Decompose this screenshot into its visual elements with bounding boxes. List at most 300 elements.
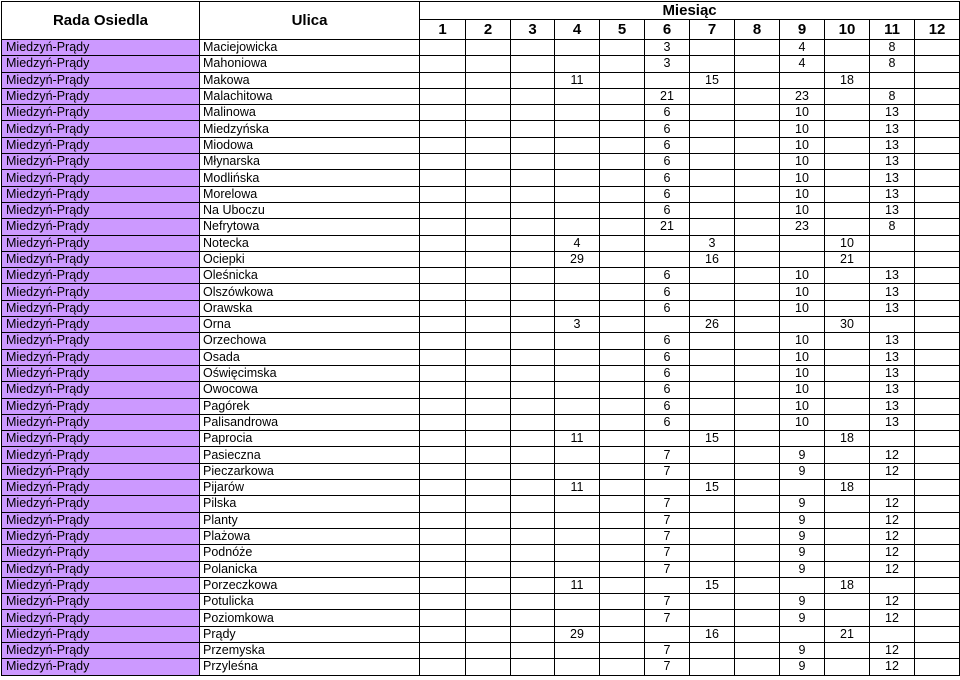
month-cell-5 (600, 349, 645, 365)
month-cell-3 (511, 431, 555, 447)
month-cell-1 (420, 414, 466, 430)
month-cell-3 (511, 88, 555, 104)
rada-osiedla-cell: Miedzyń-Prądy (2, 577, 200, 593)
month-cell-9: 10 (780, 284, 825, 300)
month-cell-3 (511, 202, 555, 218)
header-month-8: 8 (735, 20, 780, 40)
month-cell-10 (825, 512, 870, 528)
rada-osiedla-cell: Miedzyń-Prądy (2, 642, 200, 658)
month-cell-7 (690, 268, 735, 284)
month-cell-3 (511, 577, 555, 593)
month-cell-6: 7 (645, 463, 690, 479)
month-cell-4 (555, 659, 600, 675)
month-cell-7 (690, 382, 735, 398)
month-cell-5 (600, 121, 645, 137)
table-row (2, 170, 960, 186)
month-cell-8 (735, 626, 780, 642)
ulica-cell: Malinowa (200, 105, 420, 121)
month-cell-8 (735, 284, 780, 300)
month-cell-8 (735, 528, 780, 544)
table-row (2, 72, 960, 88)
month-cell-9: 9 (780, 496, 825, 512)
table-row (2, 577, 960, 593)
month-cell-1 (420, 268, 466, 284)
header-miesiac: Miesiąc (420, 2, 960, 20)
month-cell-10 (825, 40, 870, 56)
month-cell-6: 6 (645, 333, 690, 349)
month-cell-7 (690, 528, 735, 544)
ulica-cell: Porzeczkowa (200, 577, 420, 593)
header-month-5: 5 (600, 20, 645, 40)
month-cell-2 (466, 154, 511, 170)
month-cell-7 (690, 300, 735, 316)
month-cell-2 (466, 528, 511, 544)
month-cell-11: 13 (870, 137, 915, 153)
month-cell-1 (420, 235, 466, 251)
month-cell-2 (466, 284, 511, 300)
ulica-cell: Malachitowa (200, 88, 420, 104)
month-cell-4 (555, 219, 600, 235)
rada-osiedla-cell: Miedzyń-Prądy (2, 317, 200, 333)
month-cell-7 (690, 463, 735, 479)
table-row (2, 268, 960, 284)
month-cell-1 (420, 659, 466, 675)
month-cell-10: 18 (825, 431, 870, 447)
table-row (2, 219, 960, 235)
month-cell-5 (600, 300, 645, 316)
table-row (2, 528, 960, 544)
table-row (2, 186, 960, 202)
month-cell-7 (690, 186, 735, 202)
month-cell-11: 13 (870, 300, 915, 316)
month-cell-6 (645, 317, 690, 333)
month-cell-8 (735, 414, 780, 430)
header-month-12: 12 (915, 20, 960, 40)
month-cell-5 (600, 88, 645, 104)
month-cell-2 (466, 463, 511, 479)
month-cell-7 (690, 137, 735, 153)
month-cell-10 (825, 56, 870, 72)
table-row (2, 512, 960, 528)
month-cell-6: 6 (645, 121, 690, 137)
month-cell-12 (915, 333, 960, 349)
month-cell-2 (466, 365, 511, 381)
month-cell-8 (735, 610, 780, 626)
month-cell-2 (466, 170, 511, 186)
rada-osiedla-cell: Miedzyń-Prądy (2, 219, 200, 235)
table-row (2, 642, 960, 658)
month-cell-9: 10 (780, 349, 825, 365)
month-cell-12 (915, 317, 960, 333)
month-cell-6: 6 (645, 284, 690, 300)
month-cell-1 (420, 512, 466, 528)
month-cell-1 (420, 186, 466, 202)
ulica-cell: Olszówkowa (200, 284, 420, 300)
month-cell-3 (511, 528, 555, 544)
month-cell-11: 8 (870, 40, 915, 56)
month-cell-1 (420, 642, 466, 658)
month-cell-7: 15 (690, 431, 735, 447)
month-cell-6 (645, 626, 690, 642)
month-cell-2 (466, 512, 511, 528)
month-cell-2 (466, 480, 511, 496)
ulica-cell: Na Uboczu (200, 202, 420, 218)
month-cell-12 (915, 137, 960, 153)
month-cell-11: 13 (870, 365, 915, 381)
month-cell-1 (420, 121, 466, 137)
month-cell-4 (555, 594, 600, 610)
header-ulica: Ulica (200, 2, 420, 40)
month-cell-1 (420, 626, 466, 642)
month-cell-7: 16 (690, 626, 735, 642)
month-cell-11: 12 (870, 561, 915, 577)
month-cell-10 (825, 105, 870, 121)
month-cell-2 (466, 56, 511, 72)
month-cell-1 (420, 284, 466, 300)
rada-osiedla-cell: Miedzyń-Prądy (2, 121, 200, 137)
ulica-cell: Paprocia (200, 431, 420, 447)
month-cell-8 (735, 219, 780, 235)
month-cell-9: 10 (780, 268, 825, 284)
month-cell-9 (780, 317, 825, 333)
month-cell-12 (915, 431, 960, 447)
rada-osiedla-cell: Miedzyń-Prądy (2, 56, 200, 72)
month-cell-10: 30 (825, 317, 870, 333)
month-cell-9: 10 (780, 186, 825, 202)
month-cell-12 (915, 528, 960, 544)
month-cell-2 (466, 72, 511, 88)
header-row-1 (2, 2, 960, 20)
month-cell-10 (825, 154, 870, 170)
month-cell-1 (420, 398, 466, 414)
month-cell-9 (780, 626, 825, 642)
month-cell-2 (466, 659, 511, 675)
month-cell-2 (466, 626, 511, 642)
month-cell-12 (915, 398, 960, 414)
ulica-cell: Orzechowa (200, 333, 420, 349)
month-cell-9: 23 (780, 219, 825, 235)
month-cell-12 (915, 56, 960, 72)
month-cell-6: 7 (645, 561, 690, 577)
month-cell-3 (511, 447, 555, 463)
month-cell-12 (915, 284, 960, 300)
month-cell-1 (420, 349, 466, 365)
month-cell-5 (600, 137, 645, 153)
month-cell-10 (825, 414, 870, 430)
month-cell-4 (555, 105, 600, 121)
month-cell-12 (915, 186, 960, 202)
month-cell-11: 13 (870, 121, 915, 137)
month-cell-2 (466, 137, 511, 153)
month-cell-9 (780, 72, 825, 88)
month-cell-3 (511, 186, 555, 202)
month-cell-12 (915, 626, 960, 642)
month-cell-7 (690, 398, 735, 414)
month-cell-6: 7 (645, 512, 690, 528)
month-cell-6: 6 (645, 398, 690, 414)
rada-osiedla-cell: Miedzyń-Prądy (2, 333, 200, 349)
ulica-cell: Ociepki (200, 251, 420, 267)
month-cell-5 (600, 431, 645, 447)
month-cell-4 (555, 284, 600, 300)
month-cell-1 (420, 317, 466, 333)
header-month-7: 7 (690, 20, 735, 40)
month-cell-6: 7 (645, 528, 690, 544)
header-month-1: 1 (420, 20, 466, 40)
month-cell-12 (915, 105, 960, 121)
table-row (2, 659, 960, 675)
month-cell-7: 26 (690, 317, 735, 333)
month-cell-6: 6 (645, 382, 690, 398)
month-cell-1 (420, 72, 466, 88)
month-cell-1 (420, 40, 466, 56)
month-cell-8 (735, 72, 780, 88)
month-cell-6: 6 (645, 349, 690, 365)
month-cell-9: 9 (780, 512, 825, 528)
month-cell-8 (735, 447, 780, 463)
month-cell-9: 10 (780, 414, 825, 430)
month-cell-2 (466, 268, 511, 284)
month-cell-9: 10 (780, 333, 825, 349)
rada-osiedla-cell: Miedzyń-Prądy (2, 480, 200, 496)
table-row (2, 235, 960, 251)
month-cell-4 (555, 463, 600, 479)
month-cell-12 (915, 447, 960, 463)
month-cell-10 (825, 561, 870, 577)
month-cell-7 (690, 88, 735, 104)
month-cell-9 (780, 480, 825, 496)
month-cell-6: 6 (645, 105, 690, 121)
month-cell-12 (915, 251, 960, 267)
month-cell-8 (735, 480, 780, 496)
month-cell-10 (825, 545, 870, 561)
month-cell-7 (690, 545, 735, 561)
ulica-cell: Prądy (200, 626, 420, 642)
month-cell-2 (466, 235, 511, 251)
month-cell-6: 6 (645, 154, 690, 170)
month-cell-5 (600, 251, 645, 267)
month-cell-8 (735, 202, 780, 218)
month-cell-7 (690, 105, 735, 121)
month-cell-8 (735, 398, 780, 414)
ulica-cell: Pasieczna (200, 447, 420, 463)
month-cell-6: 21 (645, 219, 690, 235)
month-cell-8 (735, 642, 780, 658)
table-row (2, 202, 960, 218)
table-row (2, 561, 960, 577)
month-cell-7 (690, 365, 735, 381)
month-cell-7 (690, 56, 735, 72)
table-row (2, 284, 960, 300)
month-cell-9: 4 (780, 56, 825, 72)
month-cell-6: 6 (645, 414, 690, 430)
table-row (2, 333, 960, 349)
month-cell-5 (600, 186, 645, 202)
header-month-10: 10 (825, 20, 870, 40)
month-cell-6: 7 (645, 496, 690, 512)
month-cell-12 (915, 642, 960, 658)
table-row (2, 40, 960, 56)
ulica-cell: Pilska (200, 496, 420, 512)
month-cell-8 (735, 186, 780, 202)
month-cell-8 (735, 56, 780, 72)
ulica-cell: Mahoniowa (200, 56, 420, 72)
month-cell-8 (735, 349, 780, 365)
month-cell-3 (511, 121, 555, 137)
month-cell-6 (645, 72, 690, 88)
month-cell-10 (825, 202, 870, 218)
month-cell-11: 13 (870, 170, 915, 186)
ulica-cell: Osada (200, 349, 420, 365)
month-cell-1 (420, 447, 466, 463)
month-cell-12 (915, 577, 960, 593)
month-cell-11: 12 (870, 496, 915, 512)
table-row (2, 300, 960, 316)
month-cell-9: 9 (780, 642, 825, 658)
month-cell-8 (735, 431, 780, 447)
ulica-cell: Młynarska (200, 154, 420, 170)
ulica-cell: Potulicka (200, 594, 420, 610)
month-cell-2 (466, 88, 511, 104)
month-cell-12 (915, 594, 960, 610)
month-cell-8 (735, 40, 780, 56)
month-cell-3 (511, 251, 555, 267)
month-cell-7: 15 (690, 480, 735, 496)
month-cell-6: 7 (645, 659, 690, 675)
month-cell-1 (420, 480, 466, 496)
month-cell-10: 18 (825, 577, 870, 593)
table-row (2, 382, 960, 398)
month-cell-4 (555, 40, 600, 56)
month-cell-5 (600, 577, 645, 593)
month-cell-5 (600, 72, 645, 88)
month-cell-4 (555, 88, 600, 104)
rada-osiedla-cell: Miedzyń-Prądy (2, 398, 200, 414)
rada-osiedla-cell: Miedzyń-Prądy (2, 154, 200, 170)
month-cell-5 (600, 365, 645, 381)
rada-osiedla-cell: Miedzyń-Prądy (2, 512, 200, 528)
month-cell-2 (466, 496, 511, 512)
month-cell-9: 10 (780, 105, 825, 121)
month-cell-12 (915, 202, 960, 218)
month-cell-9 (780, 431, 825, 447)
month-cell-7 (690, 447, 735, 463)
month-cell-7 (690, 170, 735, 186)
month-cell-8 (735, 268, 780, 284)
rada-osiedla-cell: Miedzyń-Prądy (2, 626, 200, 642)
month-cell-3 (511, 284, 555, 300)
month-cell-3 (511, 105, 555, 121)
table-row (2, 594, 960, 610)
month-cell-5 (600, 626, 645, 642)
month-cell-11: 13 (870, 202, 915, 218)
header-month-11: 11 (870, 20, 915, 40)
month-cell-8 (735, 251, 780, 267)
month-cell-3 (511, 414, 555, 430)
month-cell-12 (915, 154, 960, 170)
month-cell-11: 13 (870, 105, 915, 121)
month-cell-2 (466, 398, 511, 414)
month-cell-8 (735, 333, 780, 349)
month-cell-9: 10 (780, 170, 825, 186)
month-cell-10 (825, 170, 870, 186)
table-row (2, 56, 960, 72)
table-body (2, 40, 960, 676)
month-cell-9: 10 (780, 382, 825, 398)
month-cell-4 (555, 268, 600, 284)
month-cell-1 (420, 382, 466, 398)
month-cell-12 (915, 300, 960, 316)
month-cell-5 (600, 610, 645, 626)
month-cell-4 (555, 154, 600, 170)
month-cell-10 (825, 382, 870, 398)
table-row (2, 317, 960, 333)
month-cell-3 (511, 610, 555, 626)
month-cell-6 (645, 480, 690, 496)
month-cell-10 (825, 447, 870, 463)
month-cell-11: 12 (870, 463, 915, 479)
ulica-cell: Orawska (200, 300, 420, 316)
month-cell-3 (511, 300, 555, 316)
rada-osiedla-cell: Miedzyń-Prądy (2, 105, 200, 121)
month-cell-1 (420, 170, 466, 186)
month-cell-12 (915, 561, 960, 577)
month-cell-4 (555, 561, 600, 577)
rada-osiedla-cell: Miedzyń-Prądy (2, 170, 200, 186)
month-cell-12 (915, 235, 960, 251)
month-cell-1 (420, 56, 466, 72)
header-month-4: 4 (555, 20, 600, 40)
month-cell-7 (690, 284, 735, 300)
month-cell-1 (420, 88, 466, 104)
month-cell-11: 13 (870, 414, 915, 430)
rada-osiedla-cell: Miedzyń-Prądy (2, 594, 200, 610)
month-cell-4 (555, 349, 600, 365)
rada-osiedla-cell: Miedzyń-Prądy (2, 463, 200, 479)
month-cell-5 (600, 398, 645, 414)
month-cell-12 (915, 545, 960, 561)
month-cell-4: 11 (555, 577, 600, 593)
month-cell-10: 18 (825, 72, 870, 88)
month-cell-7 (690, 414, 735, 430)
month-cell-7: 16 (690, 251, 735, 267)
month-cell-10 (825, 186, 870, 202)
table-row (2, 349, 960, 365)
month-cell-1 (420, 333, 466, 349)
month-cell-5 (600, 154, 645, 170)
rada-osiedla-cell: Miedzyń-Prądy (2, 268, 200, 284)
month-cell-5 (600, 202, 645, 218)
month-cell-4 (555, 56, 600, 72)
month-cell-10 (825, 88, 870, 104)
month-cell-1 (420, 610, 466, 626)
month-cell-6: 7 (645, 610, 690, 626)
month-cell-12 (915, 219, 960, 235)
month-cell-2 (466, 610, 511, 626)
month-cell-9: 9 (780, 545, 825, 561)
month-cell-11: 12 (870, 528, 915, 544)
rada-osiedla-cell: Miedzyń-Prądy (2, 300, 200, 316)
table-row (2, 398, 960, 414)
month-cell-11: 12 (870, 512, 915, 528)
ulica-cell: Plażowa (200, 528, 420, 544)
month-cell-11 (870, 626, 915, 642)
rada-osiedla-cell: Miedzyń-Prądy (2, 365, 200, 381)
month-cell-1 (420, 154, 466, 170)
month-cell-7 (690, 40, 735, 56)
month-cell-6 (645, 251, 690, 267)
month-cell-4: 11 (555, 431, 600, 447)
